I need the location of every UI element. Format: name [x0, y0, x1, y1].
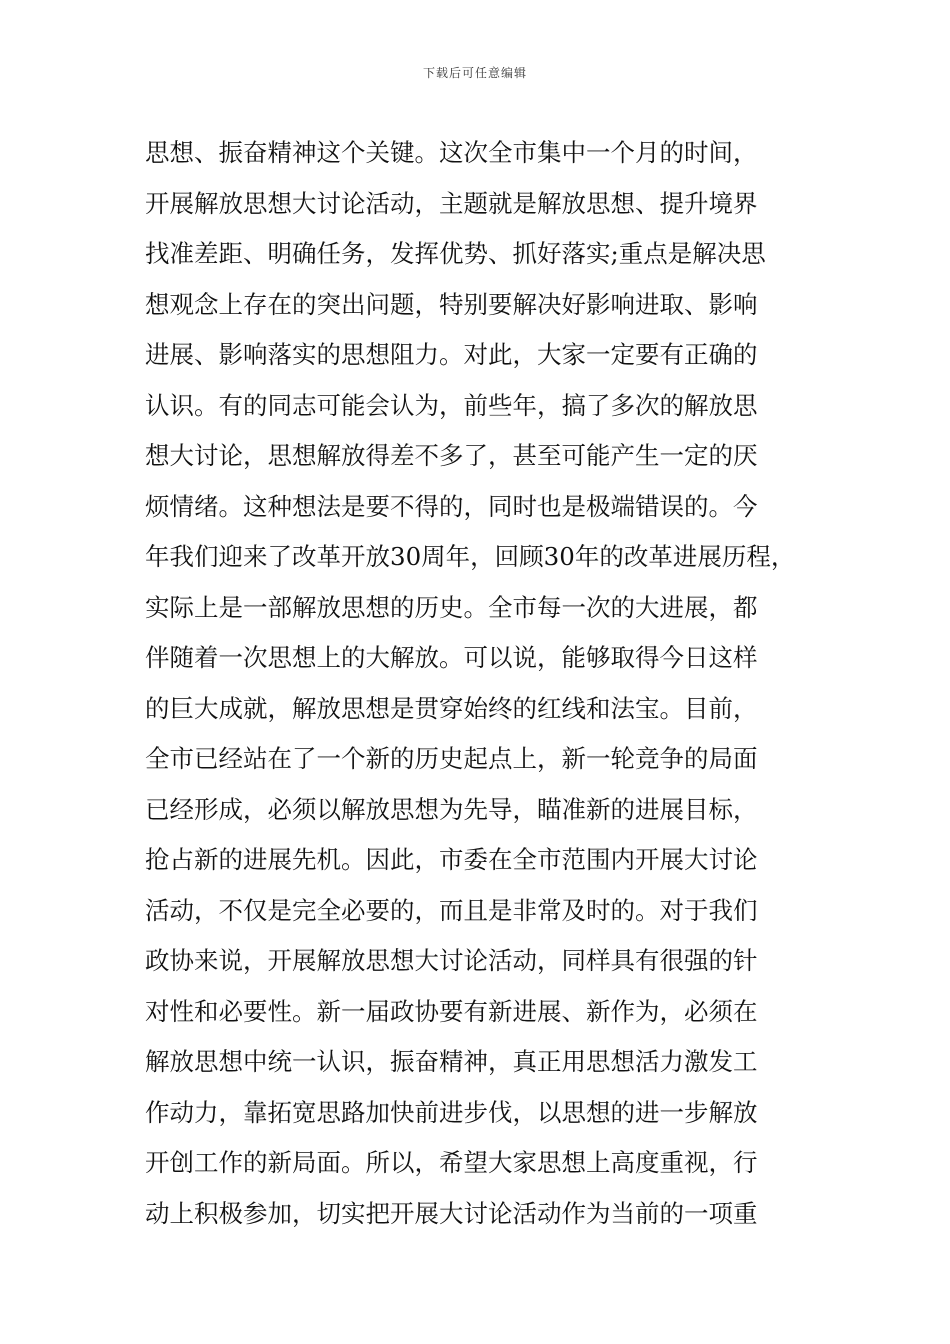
- text-line: 的巨大成就，解放思想是贯穿始终的红线和法宝。目前，: [145, 693, 758, 723]
- text-line: 政协来说，开展解放思想大讨论活动，同样具有很强的针: [145, 946, 758, 975]
- text-line: 活动，不仅是完全必要的，而且是非常及时的。对于我们: [145, 895, 758, 925]
- text-line: 解放思想中统一认识，振奋精神，真正用思想活力激发工: [145, 1047, 758, 1076]
- text-line: 想大讨论，思想解放得差不多了，甚至可能产生一定的厌: [145, 441, 758, 470]
- text-line: 抢占新的进展先机。因此，市委在全市范围内开展大讨论: [145, 845, 758, 874]
- text-line: 作动力，靠拓宽思路加快前进步伐，以思想的进一步解放: [145, 1097, 758, 1127]
- text-line: 开展解放思想大讨论活动，主题就是解放思想、提升境界: [145, 188, 758, 218]
- text-line: 找准差距、明确任务，发挥优势、抓好落实;重点是解决思: [145, 239, 766, 268]
- text-line: 思想、振奋精神这个关键。这次全市集中一个月的时间，: [145, 138, 758, 167]
- text-line: 对性和必要性。新一届政协要有新进展、新作为，必须在: [145, 996, 758, 1026]
- text-line: 想观念上存在的突出问题，特别要解决好影响进取、影响: [145, 289, 758, 319]
- text-line: 全市已经站在了一个新的历史起点上，新一轮竞争的局面: [145, 744, 758, 773]
- text-line: 年我们迎来了改革开放30周年，回顾30年的改革进展历程，: [145, 542, 796, 571]
- text-line: 开创工作的新局面。所以，希望大家思想上高度重视，行: [145, 1148, 758, 1177]
- text-line: 进展、影响落实的思想阻力。对此，大家一定要有正确的: [145, 340, 758, 369]
- text-line: 烦情绪。这种想法是要不得的，同时也是极端错误的。今: [145, 491, 758, 521]
- text-line: 实际上是一部解放思想的历史。全市每一次的大进展，都: [145, 592, 758, 622]
- body-text: [145, 128, 825, 1239]
- text-line: 伴随着一次思想上的大解放。可以说，能够取得今日这样: [145, 643, 758, 672]
- header-note: 下载后可任意编辑: [422, 66, 527, 80]
- text-line: 认识。有的同志可能会认为，前些年，搞了多次的解放思: [145, 390, 758, 420]
- text-line: 动上积极参加，切实把开展大讨论活动作为当前的一项重: [145, 1198, 758, 1228]
- text-line: 已经形成，必须以解放思想为先导，瞄准新的进展目标，: [145, 794, 758, 824]
